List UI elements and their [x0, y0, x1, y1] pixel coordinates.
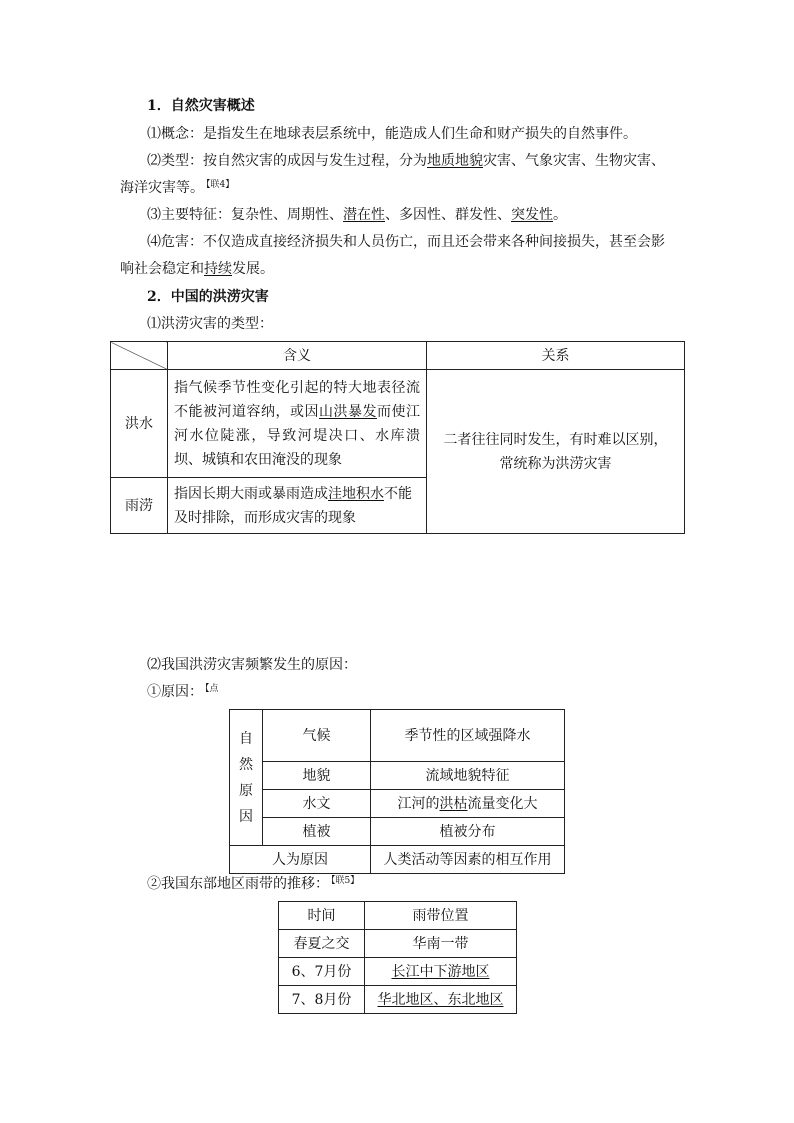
section1-heading: 1．自然灾害概述 [147, 98, 255, 114]
harm-line-1: ⑷危害：不仅造成直接经济损失和人员伤亡，而且还会带来各种间接损失，甚至会影 [147, 234, 665, 250]
harm-line-2 [120, 259, 274, 279]
factor-landform: 地貌 [263, 762, 371, 790]
cause-label: ①原因： [147, 684, 203, 700]
desc-climate: 季节性的区域强降水 [371, 710, 565, 762]
header-meaning: 含义 [168, 342, 427, 370]
waterlogging-text-2: 不能及时排除，而形成灾害的现象 [174, 485, 412, 526]
waterlogging-meaning [168, 478, 427, 534]
types-prefix: ⑵类型：按自然灾害的成因与发生过程，分为 [147, 153, 427, 169]
features-line [147, 205, 567, 225]
section2-heading: 2．中国的洪涝灾害 [147, 289, 269, 305]
position-cell: 华南一带 [365, 930, 517, 958]
rainbelt-label: ②我国东部地区雨带的推移： [147, 876, 329, 892]
causes-table [229, 709, 565, 874]
header-position: 雨带位置 [365, 902, 517, 930]
cause-label-line [147, 682, 219, 704]
natural-char-1: 自 [239, 730, 253, 747]
flood-meaning-text-1: 指气候季节性变化引起的特大地表径流不能被河道容纳，或因 [174, 379, 420, 420]
flood-meaning [168, 370, 427, 478]
rainbelt-table [278, 901, 517, 1014]
natural-causes-label [230, 710, 263, 846]
desc-hydrology-underlined: 洪枯 [439, 795, 468, 812]
flood-label: 洪水 [111, 370, 168, 478]
desc-landform: 流域地貌特征 [371, 762, 565, 790]
header-relation: 关系 [427, 342, 685, 370]
causes-subheading: ⑵我国洪涝灾害频繁发生的原因： [147, 657, 357, 673]
features-prefix: ⑶主要特征：复杂性、周期性、 [147, 207, 343, 223]
relation-cell: 二者往往同时发生，有时难以区别，常统称为洪涝灾害 [427, 370, 685, 534]
rainbelt-tag: 【联5】 [331, 876, 360, 886]
time-cell: 春夏之交 [279, 930, 365, 958]
cause-tag: 【点 [205, 684, 219, 694]
natural-char-4: 因 [239, 808, 253, 825]
flood-meaning-underlined: 山洪暴发 [319, 403, 377, 420]
human-causes-desc: 人类活动等因素的相互作用 [371, 846, 565, 874]
human-causes-label: 人为原因 [230, 846, 371, 874]
flood-types-table [110, 341, 685, 534]
types-underlined-term: 地质地貌 [427, 153, 483, 169]
factor-climate: 气候 [263, 710, 371, 762]
waterlogging-text-1: 指因长期大雨或暴雨造成 [174, 485, 328, 502]
types-line2-text: 海洋灾害等。 [120, 180, 204, 196]
waterlogging-underlined: 洼地积水 [328, 485, 384, 502]
desc-hydrology-suffix: 流量变化大 [467, 795, 538, 812]
desc-vegetation: 植被分布 [371, 818, 565, 846]
position-underlined: 华北地区、东北地区 [377, 991, 504, 1008]
natural-char-2: 然 [239, 756, 253, 773]
features-suffix: 。 [553, 207, 567, 223]
position-underlined: 长江中下游地区 [391, 963, 490, 980]
harm-underlined: 持续 [204, 261, 232, 277]
position-cell [365, 986, 517, 1014]
factor-vegetation: 植被 [263, 818, 371, 846]
reference-tag: 【联4】 [206, 180, 235, 190]
position-cell [365, 958, 517, 986]
concept-line: ⑴概念：是指发生在地球表层系统中，能造成人们生命和财产损失的自然事件。 [147, 126, 637, 142]
features-middle: 、多因性、群发性、 [385, 207, 511, 223]
desc-hydrology-prefix: 江河的 [397, 795, 440, 812]
desc-hydrology [371, 790, 565, 818]
types-middle: 灾害、气象灾害、生物灾害、 [483, 153, 665, 169]
flood-meaning-text-2: 而使江河水位陡涨，导致河堤决口、水库溃坝、城镇和农田淹没的现象 [174, 403, 420, 468]
types-line-2 [120, 178, 234, 200]
header-time: 时间 [279, 902, 365, 930]
waterlogging-label: 雨涝 [111, 478, 168, 534]
rainbelt-subheading [147, 874, 359, 896]
features-underlined-2: 突发性 [511, 207, 553, 223]
flood-types-subheading: ⑴洪涝灾害的类型： [147, 316, 273, 332]
harm-suffix: 发展。 [232, 261, 274, 277]
time-cell: 6、7月份 [279, 958, 365, 986]
factor-hydrology: 水文 [263, 790, 371, 818]
natural-char-3: 原 [239, 782, 253, 799]
types-line [147, 151, 665, 171]
time-cell: 7、8月份 [279, 986, 365, 1014]
harm-prefix: 响社会稳定和 [120, 261, 204, 277]
diagonal-header-cell [111, 342, 168, 370]
features-underlined-1: 潜在性 [343, 207, 385, 223]
